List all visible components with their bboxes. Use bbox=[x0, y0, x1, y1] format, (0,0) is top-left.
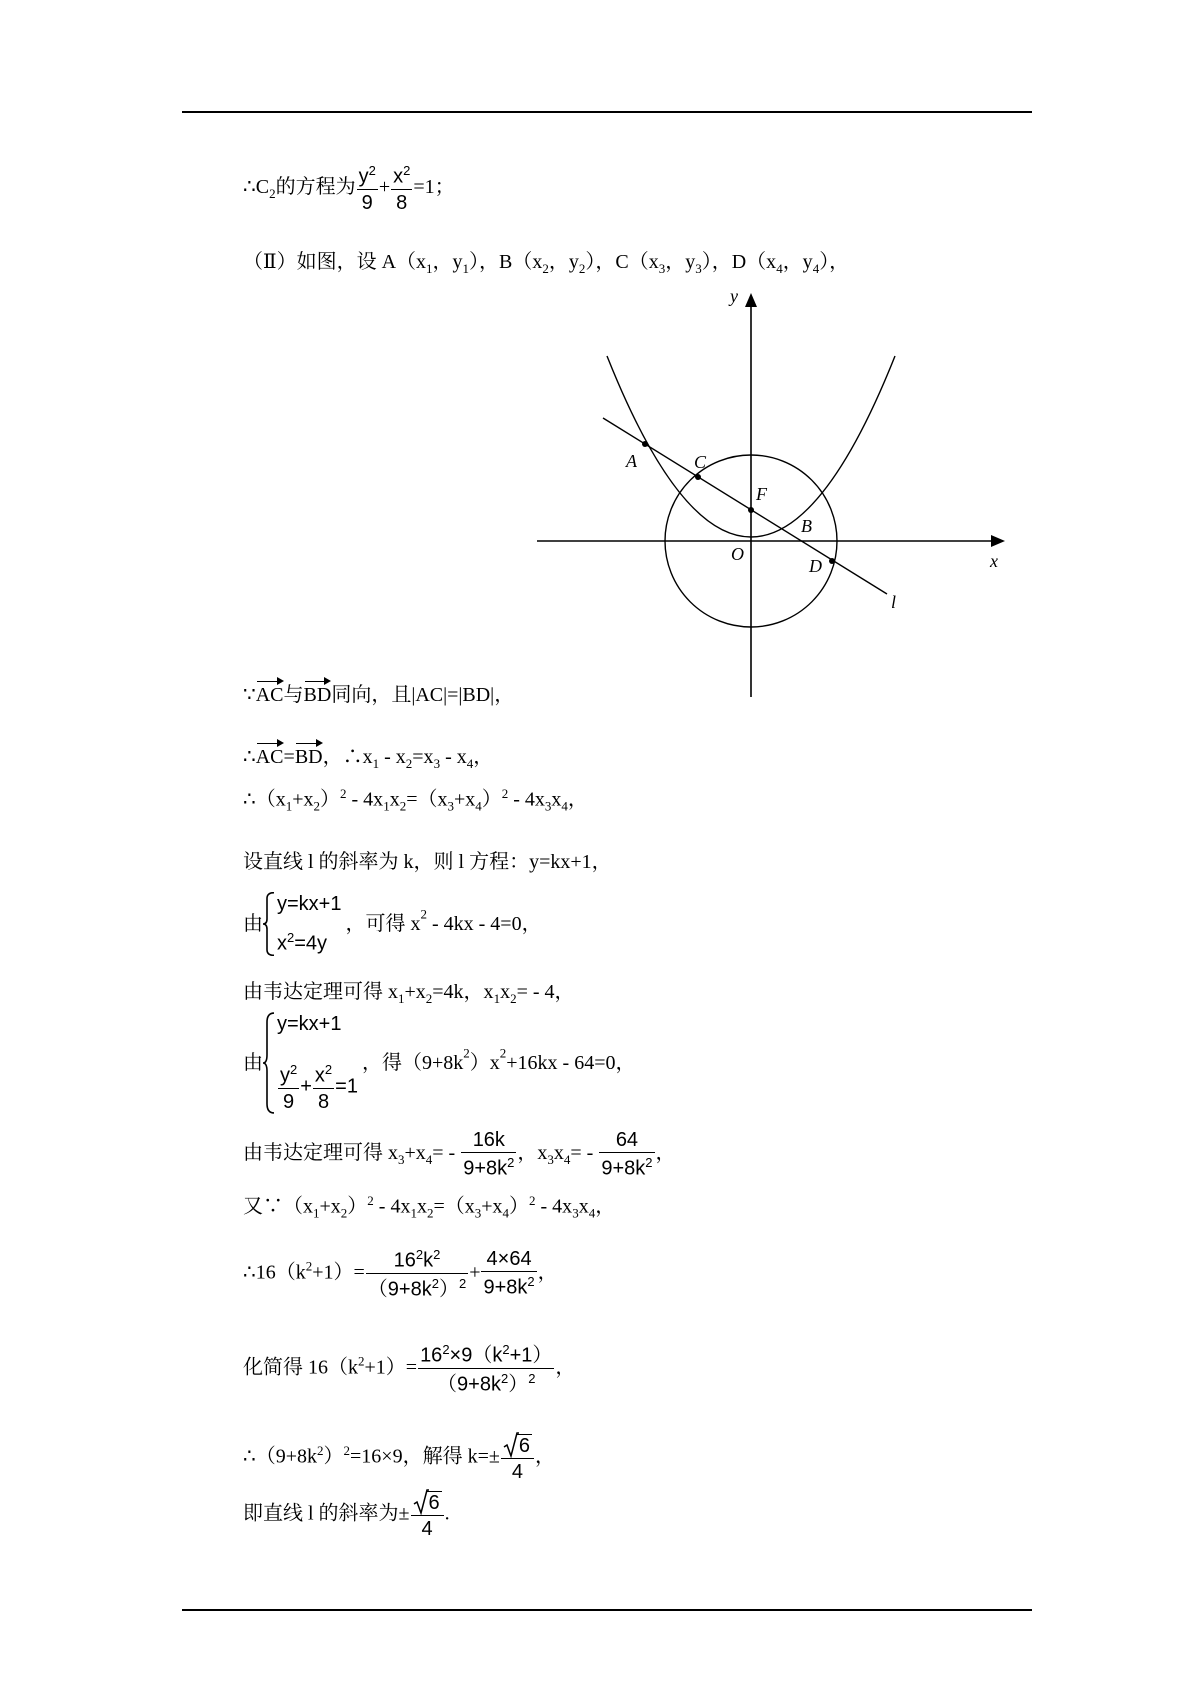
vieta-ellipse-line bbox=[243, 1130, 676, 1179]
substitution-line bbox=[243, 1248, 558, 1299]
vector-direction-line bbox=[243, 679, 514, 705]
text: ∴（x bbox=[243, 788, 286, 811]
text: - 4x bbox=[535, 1195, 573, 1218]
den: ） bbox=[438, 1278, 459, 1301]
text: +x bbox=[404, 1141, 426, 1164]
label-d: D bbox=[809, 556, 822, 576]
num: x bbox=[314, 1065, 325, 1087]
text: - 4kx - 4=0， bbox=[426, 913, 542, 935]
text: ） bbox=[481, 788, 502, 811]
num: 64 bbox=[599, 1130, 654, 1153]
den: 9 bbox=[361, 191, 373, 214]
num: 4×64 bbox=[481, 1249, 536, 1272]
sub: 2 bbox=[340, 1205, 348, 1221]
text: +x bbox=[292, 788, 314, 811]
text: =1 bbox=[335, 1075, 358, 1098]
sub: 1 bbox=[313, 1205, 320, 1221]
sub: 2 bbox=[405, 756, 413, 771]
text: + bbox=[469, 1261, 481, 1284]
text: 化简得 16（k bbox=[243, 1356, 358, 1379]
sub: 4 bbox=[502, 1205, 510, 1221]
sup: 2 bbox=[340, 786, 347, 801]
den: 9 bbox=[283, 1091, 295, 1113]
point-f bbox=[748, 507, 754, 513]
text: ∵ bbox=[243, 684, 256, 706]
text: ） bbox=[320, 788, 341, 811]
text: x bbox=[277, 933, 287, 955]
den: 9+8k bbox=[463, 1157, 508, 1180]
text: ， bbox=[555, 1356, 576, 1379]
fraction bbox=[391, 164, 412, 213]
text: ， bbox=[567, 788, 588, 811]
sub: 3 bbox=[447, 798, 454, 814]
sub: 3 bbox=[433, 756, 441, 771]
fraction bbox=[366, 1248, 468, 1299]
text: 同向，且|AC|=|BD|， bbox=[331, 684, 515, 706]
text: 即直线 l 的斜率为± bbox=[243, 1502, 410, 1525]
text: +16kx - 64=0， bbox=[506, 1052, 636, 1074]
bottom-rule bbox=[182, 1609, 1032, 1611]
sup: 2 bbox=[458, 1275, 467, 1291]
label-b: B bbox=[801, 516, 812, 536]
text: +x bbox=[404, 981, 426, 1003]
point-d bbox=[829, 558, 835, 564]
text: ， bbox=[655, 1141, 676, 1164]
sub: 3 bbox=[398, 1151, 405, 1167]
square-root bbox=[413, 1491, 442, 1513]
text: ， bbox=[537, 1261, 558, 1284]
text: ，得（9+8k bbox=[361, 1052, 464, 1074]
squared-difference-line bbox=[243, 787, 588, 813]
text: x bbox=[553, 1141, 564, 1164]
text: ， bbox=[534, 1445, 555, 1468]
text: ），B（x bbox=[469, 251, 543, 273]
text: ∴16（k bbox=[243, 1261, 306, 1284]
sup: 2 bbox=[317, 1442, 324, 1458]
text: ， bbox=[473, 746, 494, 768]
sub: 2 bbox=[425, 991, 433, 1006]
conclusion-line bbox=[243, 1491, 450, 1539]
sub: 4 bbox=[475, 798, 482, 814]
sub: 4 bbox=[588, 1205, 596, 1221]
sub: 3 bbox=[547, 1151, 554, 1167]
sup: 2 bbox=[529, 1193, 536, 1208]
num: y bbox=[280, 1065, 290, 1087]
sub: 1 bbox=[426, 261, 433, 276]
system-parabola-line bbox=[243, 892, 542, 956]
text: 由 bbox=[243, 913, 263, 935]
sub: 3 bbox=[695, 261, 702, 276]
system-ellipse-line bbox=[243, 1012, 635, 1114]
y-axis-arrow bbox=[745, 293, 757, 307]
simplified-line bbox=[243, 1343, 575, 1394]
text: + bbox=[300, 1075, 312, 1098]
sub: 2 bbox=[313, 798, 321, 814]
den: 4 bbox=[511, 1461, 523, 1483]
sub: 1 bbox=[285, 798, 293, 814]
sup: 2 bbox=[403, 163, 411, 178]
text: =1； bbox=[413, 175, 455, 198]
num: 16 bbox=[393, 1249, 416, 1272]
label-y: y bbox=[730, 286, 738, 306]
vector-ac: AC bbox=[256, 679, 284, 705]
text: 由韦达定理可得 x bbox=[243, 1141, 398, 1164]
text: ， bbox=[595, 1195, 616, 1218]
den: ） bbox=[508, 1373, 529, 1396]
text: ∴C bbox=[243, 175, 270, 198]
points-definition-line bbox=[243, 252, 849, 275]
sup: 2 bbox=[501, 786, 509, 801]
sub: 2 bbox=[542, 261, 549, 276]
den: 8 bbox=[317, 1091, 330, 1113]
text: ∴ bbox=[243, 746, 256, 768]
sub: 1 bbox=[462, 261, 470, 276]
sup: 2 bbox=[415, 1247, 424, 1262]
label-a: A bbox=[626, 451, 637, 471]
sup: 2 bbox=[645, 1155, 653, 1170]
text: 由 bbox=[243, 1052, 263, 1074]
sup: 2 bbox=[433, 1247, 441, 1262]
sub: 3 bbox=[658, 261, 666, 276]
sup: 2 bbox=[431, 1275, 439, 1291]
text: - x bbox=[440, 746, 467, 768]
den: （9+8k bbox=[437, 1373, 501, 1396]
text: 与 bbox=[283, 684, 304, 706]
fraction bbox=[599, 1130, 654, 1179]
sup: 2 bbox=[528, 1370, 536, 1386]
solution-line bbox=[243, 1434, 555, 1482]
sub: 2 bbox=[426, 1205, 434, 1221]
sup: 2 bbox=[305, 1258, 313, 1274]
text: =x bbox=[412, 746, 434, 768]
sub: 3 bbox=[474, 1205, 482, 1221]
label-o: O bbox=[731, 544, 744, 564]
sub: 2 bbox=[269, 185, 276, 201]
slope-definition-line bbox=[243, 852, 612, 872]
text: ），D（x bbox=[701, 251, 777, 273]
sub: 4 bbox=[812, 261, 820, 276]
text: x bbox=[500, 981, 511, 1003]
text: x bbox=[551, 788, 562, 811]
sup: 2 bbox=[343, 1442, 351, 1458]
text: = - bbox=[570, 1141, 599, 1164]
top-rule bbox=[182, 111, 1032, 113]
point-a bbox=[642, 441, 648, 447]
text: = bbox=[283, 746, 295, 768]
text: ）x bbox=[469, 1052, 500, 1074]
text: ，x bbox=[517, 1141, 548, 1164]
text: ）， bbox=[819, 251, 850, 273]
text: =（x bbox=[406, 788, 448, 811]
sub: 1 bbox=[493, 991, 501, 1006]
text: ，y bbox=[782, 251, 813, 273]
num: ×9（k bbox=[449, 1344, 503, 1367]
text: = - bbox=[432, 1141, 461, 1164]
label-c: C bbox=[694, 452, 707, 472]
sub: 2 bbox=[510, 991, 517, 1006]
text: 的方程为 bbox=[275, 175, 356, 198]
sub: 3 bbox=[572, 1205, 579, 1221]
sub: 3 bbox=[544, 798, 552, 814]
num: 16 bbox=[420, 1344, 443, 1367]
fraction bbox=[313, 1063, 334, 1112]
text: x bbox=[389, 788, 400, 811]
text: 设直线 l 的斜率为 k，则 l 方程：y=kx+1， bbox=[243, 851, 612, 873]
sub: 1 bbox=[410, 1205, 417, 1221]
sub: 1 bbox=[383, 798, 390, 814]
system-row: y=kx+1 bbox=[277, 1013, 342, 1035]
sub: 4 bbox=[563, 1151, 571, 1167]
sup: 2 bbox=[527, 1274, 535, 1290]
text: + bbox=[378, 175, 391, 198]
system-row bbox=[277, 1063, 358, 1112]
text: （Ⅱ）如图，设 A（x bbox=[243, 251, 427, 273]
sub: 1 bbox=[372, 756, 380, 771]
text: +x bbox=[481, 1195, 503, 1218]
text: =16×9，解得 k=± bbox=[350, 1445, 500, 1468]
sup: 2 bbox=[442, 1342, 450, 1357]
vieta-parabola-line bbox=[243, 982, 575, 1005]
num: 16k bbox=[461, 1130, 516, 1153]
sup: 2 bbox=[507, 1155, 515, 1170]
radicand: 6 bbox=[518, 1435, 530, 1457]
vector-bd: BD bbox=[295, 741, 323, 767]
text: ） bbox=[509, 1195, 530, 1218]
c2-equation-line bbox=[243, 164, 455, 213]
sup: 2 bbox=[367, 1193, 374, 1208]
num: x bbox=[393, 165, 404, 188]
fraction bbox=[461, 1130, 516, 1179]
geometry-figure bbox=[530, 285, 1010, 705]
text: 由韦达定理可得 x bbox=[243, 981, 398, 1003]
num: y bbox=[358, 165, 369, 188]
text: +x bbox=[319, 1195, 341, 1218]
text: +x bbox=[453, 788, 476, 811]
label-f: F bbox=[756, 484, 767, 504]
sup: 2 bbox=[500, 1370, 509, 1386]
sub: 4 bbox=[561, 798, 568, 814]
fraction bbox=[418, 1343, 554, 1394]
sup: 2 bbox=[324, 1062, 333, 1078]
label-x: x bbox=[990, 551, 998, 571]
sub: 2 bbox=[399, 798, 407, 814]
text: ），C（x bbox=[585, 251, 659, 273]
x-axis-arrow bbox=[991, 535, 1005, 547]
text: - 4x bbox=[346, 788, 384, 811]
text: ） bbox=[323, 1445, 344, 1468]
given-equality-line bbox=[243, 1194, 615, 1220]
sup: 2 bbox=[287, 930, 295, 946]
den: 9+8k bbox=[483, 1276, 528, 1299]
sup: 2 bbox=[463, 1045, 470, 1061]
fraction bbox=[481, 1249, 536, 1298]
point-c bbox=[695, 474, 701, 480]
vector-bd: BD bbox=[304, 679, 332, 705]
text: +1）= bbox=[364, 1356, 418, 1379]
radicand: 6 bbox=[428, 1492, 440, 1514]
sup: 2 bbox=[499, 1045, 507, 1061]
text: ，∴x bbox=[322, 746, 373, 768]
equation-system bbox=[263, 1012, 358, 1114]
text: - 4x bbox=[373, 1195, 411, 1218]
sub: 4 bbox=[466, 756, 474, 771]
vector-equal-line bbox=[243, 741, 493, 770]
text: ，y bbox=[432, 251, 463, 273]
text: =（x bbox=[433, 1195, 475, 1218]
fraction bbox=[501, 1434, 534, 1482]
num: k bbox=[423, 1249, 434, 1272]
sub: 2 bbox=[578, 261, 586, 276]
equation-system bbox=[263, 892, 341, 956]
fraction bbox=[411, 1491, 444, 1539]
text: =4k，x bbox=[432, 981, 494, 1003]
system-row: y=kx+1 bbox=[277, 893, 342, 915]
label-l: l bbox=[891, 592, 897, 612]
text: ∴（9+8k bbox=[243, 1445, 318, 1468]
text: - 4x bbox=[508, 788, 545, 811]
text: ，可得 x bbox=[345, 913, 421, 935]
sup: 2 bbox=[502, 1342, 510, 1357]
den: （9+8k bbox=[367, 1278, 432, 1301]
text: +1）= bbox=[312, 1261, 365, 1284]
den: 8 bbox=[396, 191, 408, 214]
text: ，y bbox=[548, 251, 579, 273]
num: +1） bbox=[509, 1344, 553, 1367]
text: 又∵（x bbox=[243, 1195, 313, 1218]
text: . bbox=[444, 1502, 450, 1525]
sup: 2 bbox=[290, 1062, 298, 1078]
fraction bbox=[278, 1063, 299, 1112]
sub: 4 bbox=[425, 1151, 433, 1167]
text: x bbox=[416, 1195, 427, 1218]
text: ，y bbox=[665, 251, 696, 273]
vector-ac: AC bbox=[256, 741, 284, 767]
sup: 2 bbox=[368, 163, 376, 178]
square-root bbox=[503, 1434, 532, 1456]
text: =4y bbox=[294, 933, 328, 955]
sup: 2 bbox=[358, 1353, 365, 1369]
text: - x bbox=[379, 746, 406, 768]
text: = - 4， bbox=[516, 981, 575, 1003]
sub: 1 bbox=[398, 991, 405, 1006]
text: ） bbox=[347, 1195, 368, 1218]
fraction bbox=[357, 164, 378, 213]
system-row bbox=[277, 931, 341, 954]
text: x bbox=[578, 1195, 589, 1218]
sub: 4 bbox=[776, 261, 783, 276]
den: 4 bbox=[421, 1518, 433, 1540]
sup: 2 bbox=[420, 906, 427, 922]
den: 9+8k bbox=[601, 1157, 646, 1180]
